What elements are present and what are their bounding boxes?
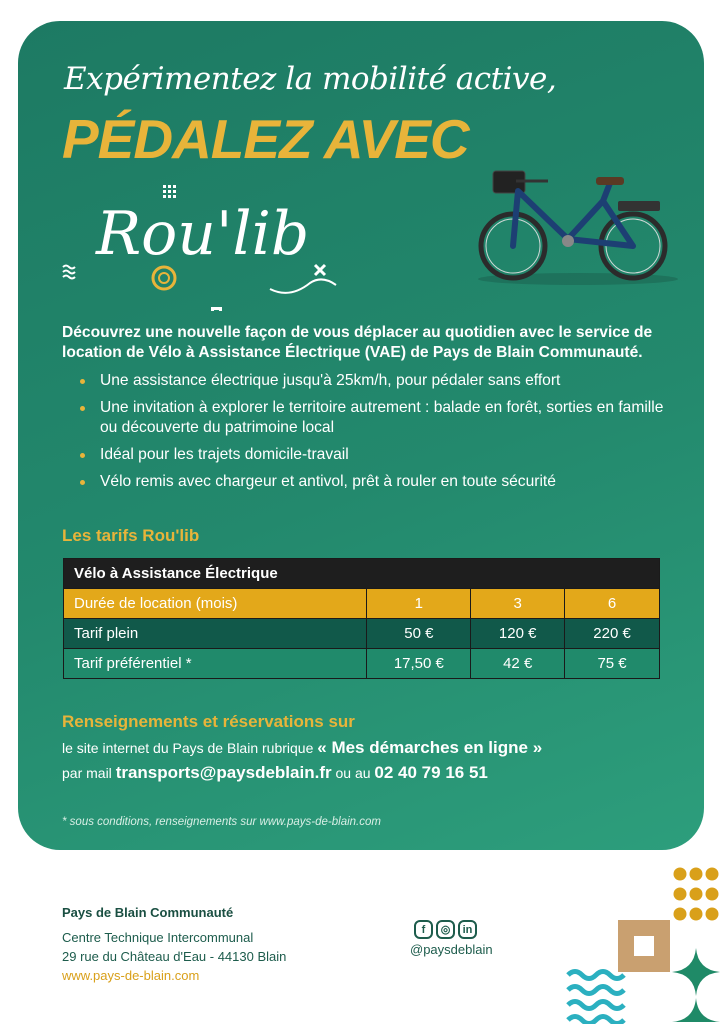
feature-item: [76, 472, 676, 492]
decorative-shapes: [560, 862, 722, 1024]
duration-label: Durée de location (mois): [64, 589, 367, 619]
pricing-table: [63, 558, 660, 679]
brand-name: Rou'lib: [96, 199, 310, 269]
social-handle: @paysdeblain: [410, 942, 493, 957]
feature-item: [76, 371, 676, 391]
bullet-icon: [80, 453, 85, 458]
feature-text: Idéal pour les trajets domicile-travail: [100, 446, 349, 463]
price-cell: 17,50 €: [367, 649, 471, 679]
roulib-logo: [60, 181, 350, 311]
conditions-note: * sous conditions, renseignements sur www.pays-de-blain.com: [62, 816, 381, 828]
bullet-icon: [80, 406, 85, 411]
feature-text: Une assistance électrique jusqu'à 25km/h, pour pédaler sans effort: [100, 372, 561, 389]
price-cell: 50 €: [367, 619, 471, 649]
online-procedures-link[interactable]: « Mes démarches en ligne »: [317, 738, 543, 757]
facebook-icon[interactable]: f: [414, 920, 433, 939]
contact-text: par mail: [62, 765, 112, 781]
footer-organization: [62, 903, 286, 985]
feature-list: [76, 371, 676, 499]
social-block: [410, 920, 493, 957]
price-cell: 120 €: [471, 619, 565, 649]
feature-text: Une invitation à explorer le territoire autrement : balade en forêt, sorties en famille ou découverte du patrimoine local: [100, 399, 664, 436]
email-link[interactable]: transports@paysdeblain.fr: [115, 763, 332, 782]
address-line: Centre Technique Intercommunal: [62, 930, 254, 945]
table-header-row: [64, 559, 660, 589]
price-cell: 42 €: [471, 649, 565, 679]
instagram-icon[interactable]: ◎: [436, 920, 455, 939]
org-name: Pays de Blain Communauté: [62, 905, 234, 920]
table-title: Vélo à Assistance Électrique: [64, 559, 660, 589]
row-label: Tarif plein: [64, 619, 367, 649]
headline-script: Expérimentez la mobilité active,: [64, 61, 557, 97]
feature-item: [76, 445, 676, 465]
table-row-duration: [64, 589, 660, 619]
website-link[interactable]: www.pays-de-blain.com: [62, 968, 200, 983]
table-row-preferential-price: [64, 649, 660, 679]
duration-cell: 1: [367, 589, 471, 619]
feature-text: Vélo remis avec chargeur et antivol, prêt à rouler en toute sécurité: [100, 473, 556, 490]
address-line: 29 rue du Château d'Eau - 44130 Blain: [62, 949, 287, 964]
price-cell: 220 €: [565, 619, 660, 649]
contact-line-mail: [62, 763, 488, 783]
contact-text: le site internet du Pays de Blain rubrique: [62, 740, 314, 756]
contact-text: ou au: [335, 765, 371, 781]
table-row-full-price: [64, 619, 660, 649]
bullet-icon: [80, 379, 85, 384]
electric-bike-illustration: [468, 161, 683, 301]
contact-line-website: [62, 738, 542, 758]
headline: PÉDALEZ AVEC: [62, 108, 469, 170]
row-label: Tarif préférentiel *: [64, 649, 367, 679]
linkedin-icon[interactable]: in: [458, 920, 477, 939]
price-cell: 75 €: [565, 649, 660, 679]
tarifs-title: Les tarifs Rou'lib: [62, 526, 200, 545]
phone-number[interactable]: 02 40 79 16 51: [374, 763, 488, 782]
duration-cell: 3: [471, 589, 565, 619]
duration-cell: 6: [565, 589, 660, 619]
intro-text: Découvrez une nouvelle façon de vous déplacer au quotidien avec le service de location de Vélo à Assistance Électrique (VAE) de Pays de Blain Communauté.: [62, 324, 653, 361]
contact-title: Renseignements et réservations sur: [62, 712, 355, 731]
bullet-icon: [80, 480, 85, 485]
promo-card: [18, 21, 704, 850]
feature-item: [76, 398, 676, 438]
